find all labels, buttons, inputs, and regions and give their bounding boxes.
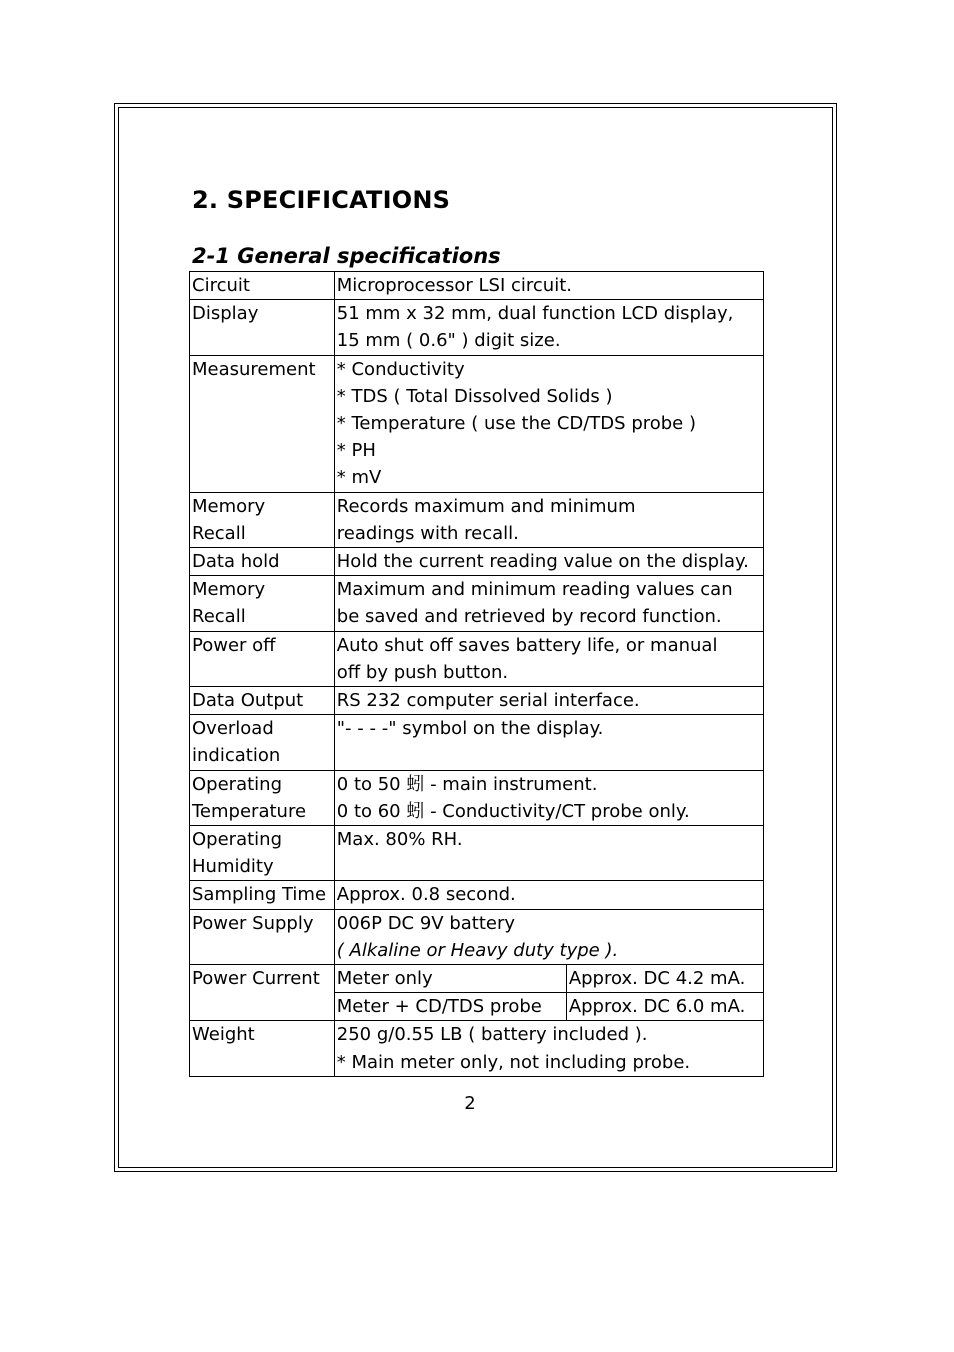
row-value: * Conductivity * TDS ( Total Dissolved Solids ) * Temperature ( use the CD/TDS probe ) * PH * mV: [334, 355, 763, 492]
table-row-memory-recall: [190, 492, 764, 547]
row-label: Measurement: [190, 355, 335, 492]
row-label: Sampling Time: [190, 881, 335, 909]
row-value: Approx. 0.8 second.: [334, 881, 763, 909]
section-heading: 2. SPECIFICATIONS: [192, 186, 451, 214]
table-row-circuit: [190, 272, 764, 300]
row-value: 0 to 50 蚓 - main instrument. 0 to 60 蚓 - Conductivity/CT probe only.: [334, 770, 763, 825]
row-value: Records maximum and minimum readings with recall.: [334, 492, 763, 547]
row-label: Operating Humidity: [190, 826, 335, 881]
table-row-overload: [190, 715, 764, 770]
table-row-display: [190, 300, 764, 355]
row-label: Power Supply: [190, 909, 335, 964]
row-label: Operating Temperature: [190, 770, 335, 825]
row-label: Circuit: [190, 272, 335, 300]
table-row-memory-recall-2: [190, 576, 764, 631]
row-value: Max. 80% RH.: [334, 826, 763, 881]
table-row-operating-humidity: [190, 826, 764, 881]
row-value: 006P DC 9V battery ( Alkaline or Heavy duty type ).: [334, 909, 763, 964]
specifications-table: [189, 271, 764, 1077]
table-row-power-supply: [190, 909, 764, 964]
row-value: Maximum and minimum reading values can be saved and retrieved by record function.: [334, 576, 763, 631]
table-row-power-current: [190, 965, 764, 993]
row-label: Data hold: [190, 548, 335, 576]
table-row-sampling-time: [190, 881, 764, 909]
row-value: 250 g/0.55 LB ( battery included ). * Main meter only, not including probe.: [334, 1021, 763, 1076]
row-value: 51 mm x 32 mm, dual function LCD display, 15 mm ( 0.6" ) digit size.: [334, 300, 763, 355]
power-current-condition: Meter only: [334, 965, 566, 993]
row-label: Memory Recall: [190, 576, 335, 631]
power-current-condition: Meter + CD/TDS probe: [334, 993, 566, 1021]
power-current-value: Approx. DC 6.0 mA.: [566, 993, 763, 1021]
row-label: Display: [190, 300, 335, 355]
row-label: Overload indication: [190, 715, 335, 770]
row-value: Hold the current reading value on the display.: [334, 548, 763, 576]
page-number: 2: [464, 1093, 476, 1114]
row-value: Microprocessor LSI circuit.: [334, 272, 763, 300]
row-label: Weight: [190, 1021, 335, 1076]
row-label: Memory Recall: [190, 492, 335, 547]
row-value: "- - - -" symbol on the display.: [334, 715, 763, 770]
row-label: Power Current: [190, 965, 335, 1021]
subsection-heading: 2-1 General specifications: [192, 244, 501, 268]
row-value: RS 232 computer serial interface.: [334, 687, 763, 715]
table-row-measurement: [190, 355, 764, 492]
row-label: Data Output: [190, 687, 335, 715]
table-row-data-hold: [190, 548, 764, 576]
table-row-operating-temperature: [190, 770, 764, 825]
table-row-power-off: [190, 631, 764, 686]
power-current-value: Approx. DC 4.2 mA.: [566, 965, 763, 993]
table-row-weight: [190, 1021, 764, 1076]
row-label: Power off: [190, 631, 335, 686]
row-value: Auto shut off saves battery life, or manual off by push button.: [334, 631, 763, 686]
table-row-data-output: [190, 687, 764, 715]
